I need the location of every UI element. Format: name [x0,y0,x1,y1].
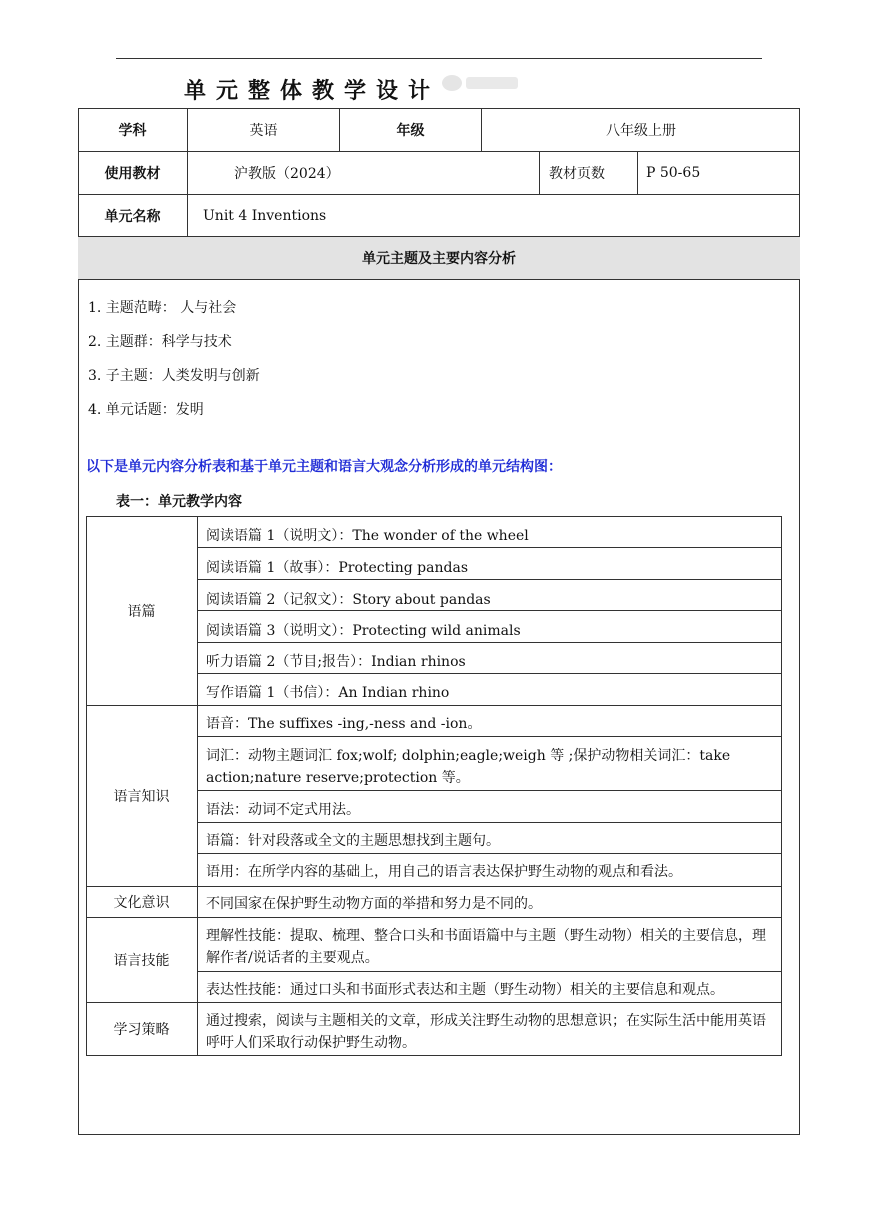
document-title: 单元整体教学设计 [184,79,441,104]
theme-item: 1. 主题范畴： 人与社会 [88,300,237,316]
row-subject-grade [78,108,800,152]
knowledge-item: 语法：动词不定式用法。 [206,802,360,818]
category-texts: 语篇 [86,516,198,705]
textbook-value: 沪教版（2024） [234,166,340,182]
unit-label: 单元名称 [104,208,161,225]
grade-label: 年级 [396,122,425,139]
table-caption: 表一：单元教学内容 [116,494,242,510]
section-title: 单元主题及主要内容分析 [362,251,516,267]
theme-item: 4. 单元话题：发明 [88,402,204,418]
row-unit [78,195,800,237]
culture-item: 不同国家在保护野生动物方面的举措和努力是不同的。 [206,896,542,912]
subject-label: 学科 [118,122,147,139]
header-rule [116,58,762,59]
theme-item: 2. 主题群：科学与技术 [88,334,232,350]
pages-value: P 50-65 [646,165,701,181]
unit-value: Unit 4 Inventions [203,207,327,224]
text-item: 阅读语篇 1（说明文）：The wonder of the wheel [206,528,529,544]
skills-item: 表达性技能：通过口头和书面形式表达和主题（野生动物）相关的主要信息和观点。 [206,982,724,998]
text-item: 阅读语篇 1（故事）：Protecting pandas [206,560,469,576]
theme-item: 3. 子主题：人类发明与创新 [88,368,260,384]
category-knowledge: 语言知识 [86,705,198,886]
row-textbook [78,152,800,195]
category-skills: 语言技能 [86,917,198,1002]
text-item: 阅读语篇 3（说明文）：Protecting wild animals [206,623,521,639]
pages-label: 教材页数 [549,166,605,182]
knowledge-item: 词汇：动物主题词汇 fox;wolf; dolphin;eagle;weigh 等 ;保护动物相关词汇：take action;nature reserve;protection 等。 [206,748,731,786]
grade-value: 八年级上册 [606,122,676,139]
knowledge-item: 语篇：针对段落或全文的主题思想找到主题句。 [206,833,500,849]
knowledge-item: 语用：在所学内容的基础上，用自己的语言表达保护野生动物的观点和看法。 [206,864,682,880]
textbook-label: 使用教材 [104,166,161,182]
intro-text: 以下是单元内容分析表和基于单元主题和语言大观念分析形成的单元结构图： [86,459,562,475]
strategy-item: 通过搜索，阅读与主题相关的文章，形成关注野生动物的思想意识；在实际生活中能用英语呼吁人们采取行动保护野生动物。 [206,1013,766,1051]
section-banner [78,237,800,280]
subject-value: 英语 [249,122,278,139]
watermark-logo-icon [438,70,522,96]
knowledge-item: 语音：The suffixes -ing,-ness and -ion。 [206,716,482,732]
category-strategy: 学习策略 [86,1002,198,1056]
text-item: 听力语篇 2（节目;报告）：Indian rhinos [206,654,466,670]
skills-item: 理解性技能：提取、梳理、整合口头和书面语篇中与主题（野生动物）相关的主要信息，理解作者/说话者的主要观点。 [206,928,766,966]
text-item: 写作语篇 1（书信）：An Indian rhino [206,685,450,701]
category-culture: 文化意识 [86,886,198,917]
text-item: 阅读语篇 2（记叙文）：Story about pandas [206,592,491,608]
